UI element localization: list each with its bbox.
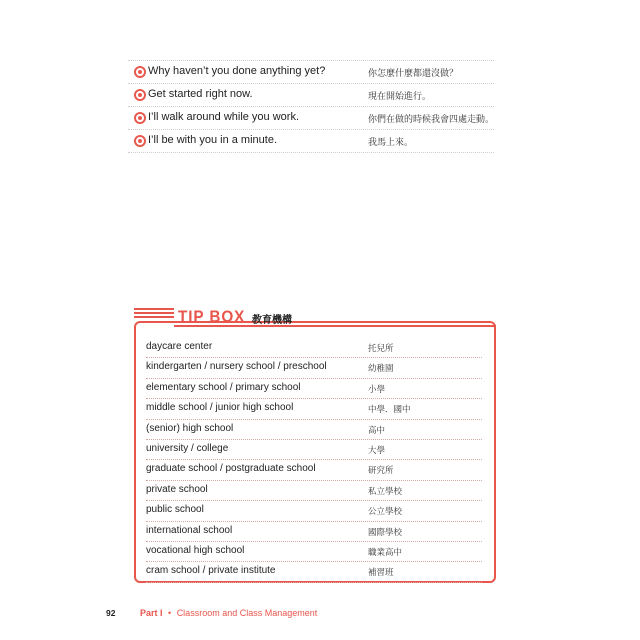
phrase-row xyxy=(128,130,494,153)
item-chinese: 中學．國中 xyxy=(368,405,411,416)
item-english: university / college xyxy=(146,442,229,454)
list-item xyxy=(146,481,482,501)
tip-box-list xyxy=(146,338,482,583)
list-item xyxy=(146,379,482,399)
item-english: cram school / private institute xyxy=(146,565,276,577)
item-english: (senior) high school xyxy=(146,422,234,434)
item-chinese: 研究所 xyxy=(368,466,394,477)
phrase-list xyxy=(128,60,494,153)
tab-line xyxy=(134,312,174,314)
item-chinese: 私立學校 xyxy=(368,486,403,497)
list-item xyxy=(146,440,482,460)
list-item xyxy=(146,522,482,542)
list-item xyxy=(146,358,482,378)
phrase-row xyxy=(128,60,494,84)
list-item xyxy=(146,562,482,582)
page-footer xyxy=(106,608,317,618)
item-english: graduate school / postgraduate school xyxy=(146,463,316,475)
item-chinese: 公立學校 xyxy=(368,507,403,518)
phrase-chinese: 現在開始進行。 xyxy=(368,92,432,102)
footer-separator: • xyxy=(168,608,172,618)
phrase-chinese: 你怎麼什麼都還沒做？ xyxy=(368,69,459,79)
section-title: Classroom and Class Management xyxy=(176,608,318,618)
list-item xyxy=(146,542,482,562)
item-english: vocational high school xyxy=(146,544,245,556)
tip-box-subtitle: 教育機構 xyxy=(252,315,292,326)
item-chinese: 高中 xyxy=(368,425,386,436)
item-english: international school xyxy=(146,524,233,536)
phrase-row xyxy=(128,84,494,107)
item-chinese: 國際學校 xyxy=(368,527,403,538)
item-chinese: 職業高中 xyxy=(368,547,403,558)
item-english: elementary school / primary school xyxy=(146,381,301,393)
list-item xyxy=(146,501,482,521)
tipbox-tab-lines xyxy=(134,305,174,321)
list-item xyxy=(146,460,482,480)
page-number: 92 xyxy=(106,608,116,618)
phrase-row xyxy=(128,107,494,130)
list-item xyxy=(146,338,482,358)
item-chinese: 小學 xyxy=(368,384,386,395)
item-english: middle school / junior high school xyxy=(146,402,294,414)
item-chinese: 幼稚園 xyxy=(368,364,394,375)
item-chinese: 補習班 xyxy=(368,568,394,579)
tab-line xyxy=(134,316,174,318)
item-chinese: 大學 xyxy=(368,445,386,456)
list-item xyxy=(146,399,482,419)
bullet-icon xyxy=(134,66,146,78)
tab-line xyxy=(134,308,174,310)
item-english: public school xyxy=(146,504,204,516)
list-item xyxy=(146,420,482,440)
bullet-icon xyxy=(134,135,146,147)
phrase-chinese: 我馬上來。 xyxy=(368,138,414,148)
item-english: private school xyxy=(146,483,208,495)
phrase-chinese: 你們在做的時候我會四處走動。 xyxy=(368,115,495,125)
bullet-icon xyxy=(134,89,146,101)
item-english: daycare center xyxy=(146,341,213,352)
phrase-english: I’ll walk around while you work. xyxy=(148,111,300,123)
phrase-english: Get started right now. xyxy=(148,88,253,100)
phrase-english: I’ll be with you in a minute. xyxy=(148,134,278,146)
item-english: kindergarten / nursery school / preschool xyxy=(146,361,327,373)
item-chinese: 托兒所 xyxy=(368,344,394,354)
part-label: Part I xyxy=(139,608,163,618)
bullet-icon xyxy=(134,112,146,124)
tip-box-title: TIP BOX xyxy=(178,307,246,326)
phrase-english: Why haven’t you done anything yet? xyxy=(148,65,326,77)
